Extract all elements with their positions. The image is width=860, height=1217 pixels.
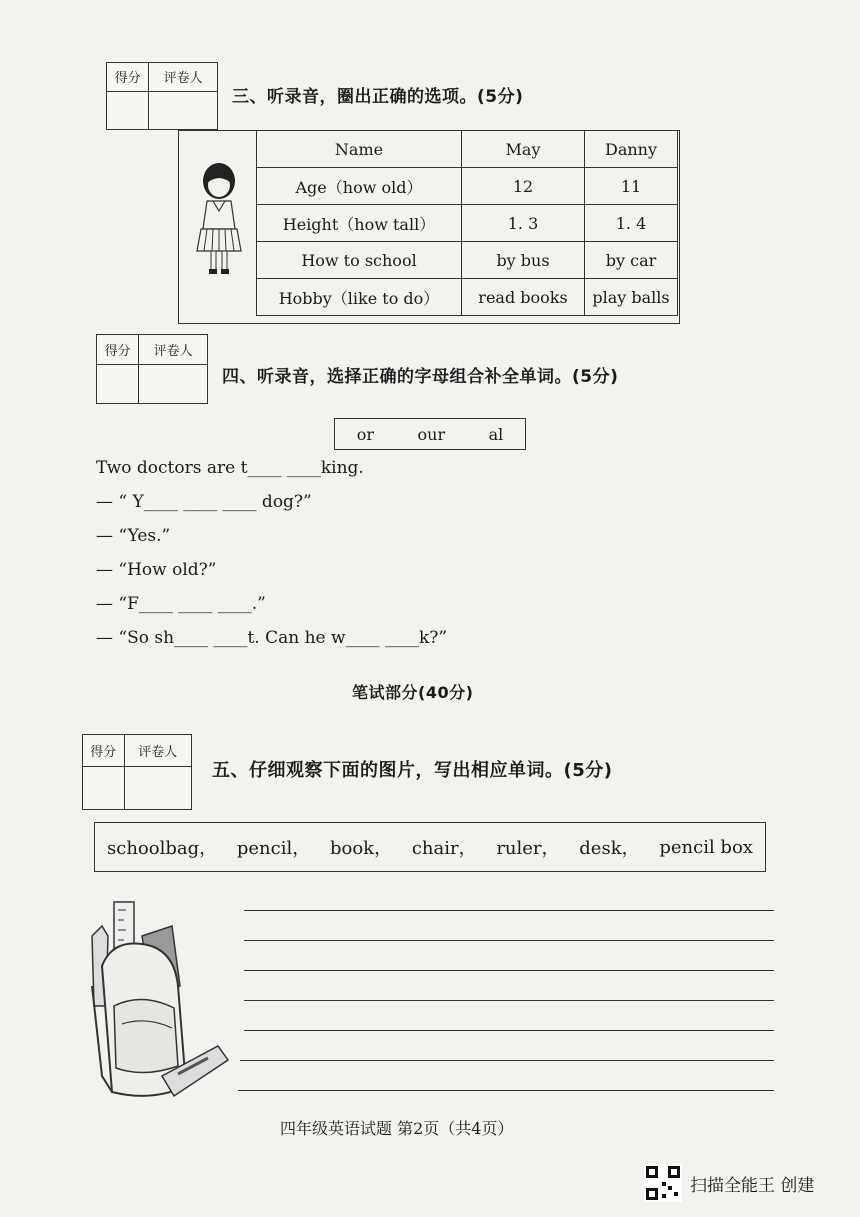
- writing-line[interactable]: [244, 1030, 774, 1031]
- table-cell[interactable]: 1. 3: [462, 205, 585, 242]
- score-cell[interactable]: [97, 365, 139, 403]
- grader-cell[interactable]: [149, 92, 217, 129]
- writing-line[interactable]: [244, 940, 774, 941]
- table-cell: How to school: [257, 242, 462, 279]
- qr-code-icon: [644, 1164, 682, 1202]
- writing-line[interactable]: [238, 1090, 774, 1091]
- table-cell[interactable]: by bus: [462, 242, 585, 279]
- choice-our[interactable]: our: [417, 424, 446, 444]
- grader-cell[interactable]: [139, 365, 207, 403]
- score-label: 得分: [97, 335, 139, 365]
- table-cell[interactable]: read books: [462, 279, 585, 316]
- schoolbag-illustration: [82, 896, 232, 1118]
- written-part-title: 笔试部分(40分): [352, 683, 474, 702]
- table-header-cell: Name: [257, 131, 462, 168]
- writing-line[interactable]: [244, 970, 774, 971]
- score-box-section4: [96, 334, 208, 404]
- score-box-section5: [82, 734, 192, 810]
- table-cell: Age（how old）: [257, 168, 462, 205]
- score-cell[interactable]: [107, 92, 149, 129]
- word-item: ruler，: [496, 838, 560, 859]
- section4-heading: 四、听录音，选择正确的字母组合补全单词。(5分): [222, 367, 619, 387]
- fill-line-3: — “Yes.”: [96, 526, 171, 546]
- fill-line-5[interactable]: — “F____ ____ ____.”: [96, 594, 266, 614]
- grader-label: 评卷人: [139, 335, 207, 365]
- writing-line[interactable]: [244, 1000, 774, 1001]
- section3-heading: 三、听录音，圈出正确的选项。(5分): [232, 87, 524, 107]
- table-cell: Hobby（like to do）: [257, 279, 462, 316]
- score-label: 得分: [107, 63, 149, 92]
- table-cell[interactable]: by car: [585, 242, 678, 279]
- table-header-cell: Danny: [585, 131, 678, 168]
- letter-choices-box: [334, 418, 526, 450]
- word-item: chair，: [411, 838, 477, 859]
- word-item: desk，: [579, 838, 640, 859]
- choice-or[interactable]: or: [356, 424, 375, 444]
- word-bank: [94, 822, 766, 872]
- scanner-label: 扫描全能王 创建: [690, 1175, 815, 1196]
- table-row: [257, 168, 678, 205]
- table-cell[interactable]: 1. 4: [585, 205, 678, 242]
- score-cell[interactable]: [83, 767, 125, 809]
- grader-label: 评卷人: [125, 735, 191, 767]
- girl-illustration: [189, 159, 249, 279]
- table-cell[interactable]: 12: [462, 168, 585, 205]
- table-cell[interactable]: play balls: [585, 279, 678, 316]
- word-item: pencil，: [236, 838, 311, 859]
- choice-al[interactable]: al: [488, 424, 504, 444]
- word-item: book，: [329, 838, 393, 859]
- word-item: pencil box: [659, 836, 753, 858]
- scanner-watermark: [644, 1164, 814, 1202]
- word-item: schoolbag，: [107, 838, 218, 859]
- table-row: [257, 242, 678, 279]
- table-row: [257, 279, 678, 316]
- grader-label: 评卷人: [149, 63, 217, 92]
- table-header-cell: May: [462, 131, 585, 168]
- fill-line-2[interactable]: — “ Y____ ____ ____ dog?”: [96, 492, 312, 512]
- writing-line[interactable]: [244, 910, 774, 911]
- writing-line[interactable]: [240, 1060, 774, 1061]
- page-footer: 四年级英语试题 第2页（共4页）: [280, 1119, 514, 1138]
- table-cell: Height（how tall）: [257, 205, 462, 242]
- score-label: 得分: [83, 735, 125, 767]
- info-table: [256, 130, 678, 316]
- table-row: [257, 131, 678, 168]
- fill-line-6[interactable]: — “So sh____ ____t. Can he w____ ____k?”: [96, 628, 448, 648]
- grader-cell[interactable]: [125, 767, 191, 809]
- score-box-section3: [106, 62, 218, 130]
- table-row: [257, 205, 678, 242]
- fill-line-4: — “How old?”: [96, 560, 217, 580]
- table-cell[interactable]: 11: [585, 168, 678, 205]
- fill-line-1[interactable]: Two doctors are t____ ____king.: [96, 458, 364, 478]
- section5-heading: 五、仔细观察下面的图片，写出相应单词。(5分): [212, 760, 613, 781]
